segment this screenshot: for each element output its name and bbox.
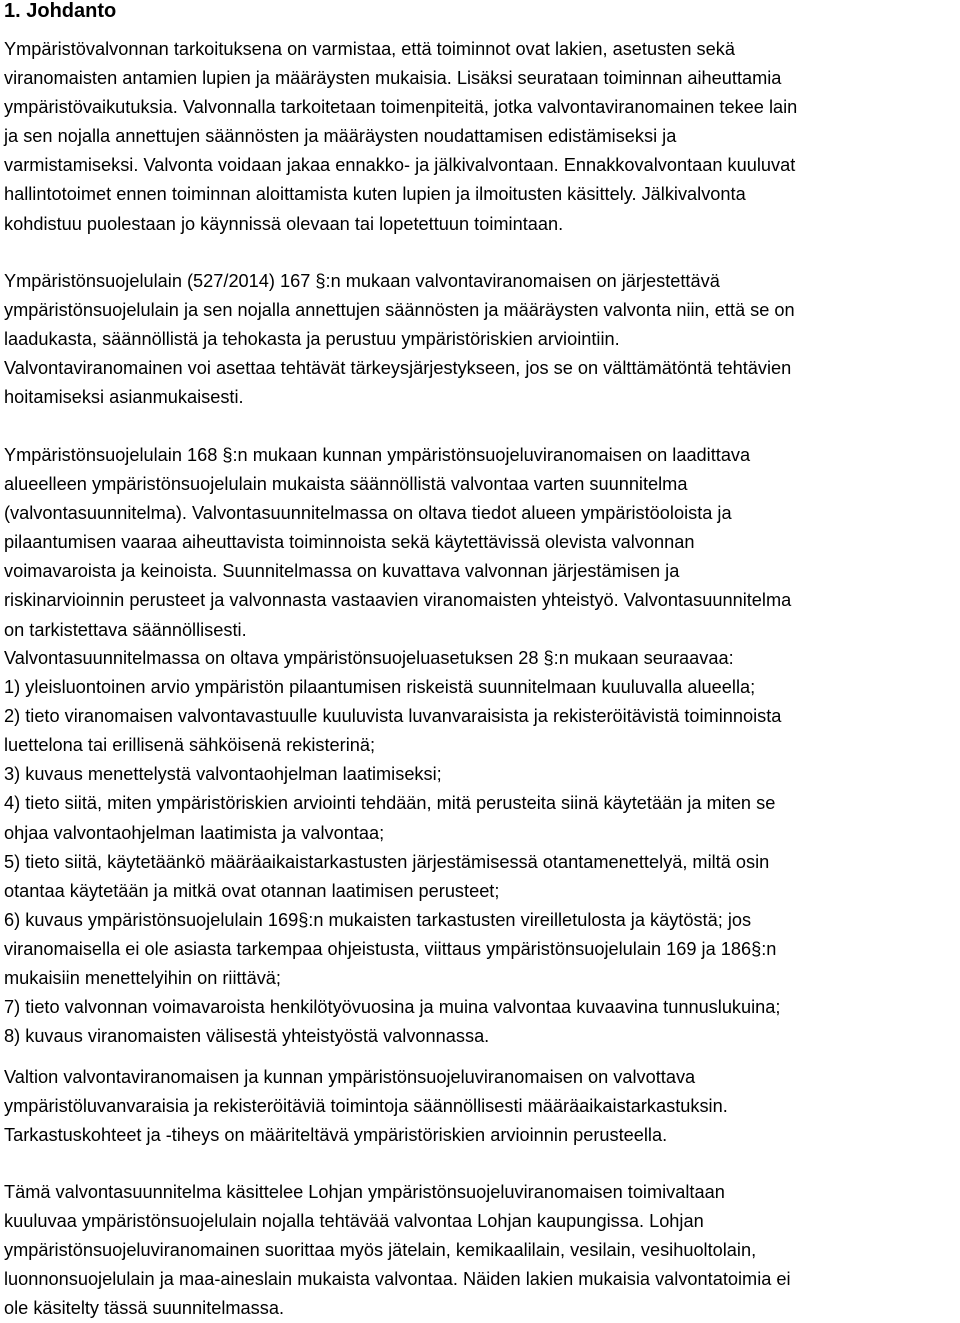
text-line: (valvontasuunnitelma). Valvontasuunnitelmassa on oltava tiedot alueen ympäristöoloista ja <box>4 503 732 524</box>
list-item: 7) tieto valvonnan voimavaroista henkilötyövuosina ja muina valvontaa kuvaavina tunnuslukuina; <box>4 997 781 1018</box>
text-line: Ympäristönsuojelulain (527/2014) 167 §:n mukaan valvontaviranomaisen on järjestettävä <box>4 271 720 291</box>
text-line: luonnonsuojelulain ja maa-aineslain mukaista valvontaa. Näiden lakien mukaisia valvontatoimia ei <box>4 1269 791 1289</box>
text-line: ympäristönsuojelulain ja sen nojalla annettujen säännösten ja määräysten valvonta niin, että se on <box>4 300 795 321</box>
text-line: Ympäristönsuojelulain 168 §:n mukaan kunnan ympäristönsuojeluviranomaisen on laadittava <box>4 445 751 465</box>
text-line: ole käsitelty tässä suunnitelmassa. <box>4 1298 285 1318</box>
paragraph-introduction <box>4 35 956 239</box>
text-line: pilaantumisen vaaraa aiheuttavista toiminnoista sekä käytettävissä olevista valvonnan <box>4 532 695 553</box>
text-line: Valvontaviranomainen voi asettaa tehtävät tärkeysjärjestykseen, jos se on välttämätöntä tehtävien <box>4 358 792 379</box>
list-item: 2) tieto viranomaisen valvontavastuulle kuuluvista luvanvaraisista ja rekisteröitävistä toiminnoista <box>4 706 782 727</box>
text-line: Valvontasuunnitelmassa on oltava ympäristönsuojeluasetuksen 28 §:n mukaan seuraavaa: <box>4 648 734 668</box>
list-item: mukaisiin menettelyihin on riittävä; <box>4 968 281 989</box>
list-item: 1) yleisluontoinen arvio ympäristön pilaantumisen riskeistä suunnitelmaan kuuluvalla alueella; <box>4 677 756 698</box>
text-line: on tarkistettava säännöllisesti. <box>4 619 247 640</box>
list-item: 3) kuvaus menettelystä valvontaohjelman laatimiseksi; <box>4 764 442 785</box>
paragraph-state-authority <box>4 1063 956 1150</box>
text-line: ympäristönsuojeluviranomainen suorittaa myös jätelain, kemikaalilain, vesilain, vesihuoltolain, <box>4 1240 757 1260</box>
list-item: 8) kuvaus viranomaisten välisestä yhteistyöstä valvonnassa. <box>4 1026 490 1047</box>
text-line: Tämä valvontasuunnitelma käsittelee Lohjan ympäristönsuojeluviranomaisen toimivaltaan <box>4 1182 725 1202</box>
list-item: ohjaa valvontaohjelman laatimista ja valvontaa; <box>4 822 385 843</box>
text-line: ympäristöluvanvaraisia ja rekisteröitäviä toimintoja säännöllisesti määräaikaistarkastuksin. <box>4 1096 728 1116</box>
list-item: 5) tieto siitä, käytetäänkö määräaikaistarkastusten järjestämisessä otantamenettelyä, miltä osin <box>4 851 770 872</box>
text-line: alueelleen ympäristönsuojelulain mukaista säännöllistä valvontaa varten suunnitelma <box>4 474 688 495</box>
section-heading: 1. Johdanto <box>4 0 117 22</box>
paragraph-plan-contents-list <box>4 644 956 1051</box>
paragraph-lohja-scope <box>4 1178 956 1323</box>
list-item: luettelona tai erillisenä sähköisenä rekisterinä; <box>4 735 376 756</box>
text-line: Tarkastuskohteet ja -tiheys on määriteltävä ympäristöriskien arvioinnin perusteella. <box>4 1125 668 1145</box>
paragraph-law-167 <box>4 267 956 412</box>
text-line: Valtion valvontaviranomaisen ja kunnan ympäristönsuojeluviranomaisen on valvottava <box>4 1067 696 1087</box>
text-line: kuuluvaa ympäristönsuojelulain nojalla tehtävää valvontaa Lohjan kaupungissa. Lohjan <box>4 1211 704 1231</box>
list-item: 4) tieto siitä, miten ympäristöriskien arviointi tehdään, mitä perusteita siinä käytetään ja miten se <box>4 793 776 814</box>
text-line: hallintotoimet ennen toiminnan aloittamista kuten lupien ja ilmoitusten käsittely. Jälkivalvonta <box>4 184 746 205</box>
list-item: 6) kuvaus ympäristönsuojelulain 169§:n mukaisten tarkastusten vireilletulosta ja käytöstä; jos <box>4 909 752 930</box>
text-line: varmistamiseksi. Valvonta voidaan jakaa ennakko- ja jälkivalvontaan. Ennakkovalvontaan kuuluvat <box>4 155 796 176</box>
text-line: kohdistuu puolestaan jo käynnissä olevaan tai lopetettuun toimintaan. <box>4 213 564 234</box>
text-line: riskinarvioinnin perusteet ja valvonnasta vastaavien viranomaisten yhteistyö. Valvontasuunnitelma <box>4 590 792 611</box>
text-line: viranomaisten antamien lupien ja määräysten mukaisia. Lisäksi seurataan toiminnan aiheuttamia <box>4 68 782 89</box>
list-item: viranomaisella ei ole asiasta tarkempaa ohjeistusta, viittaus ympäristönsuojelulain 169 ja 186§:n <box>4 938 777 959</box>
text-line: voimavaroista ja keinoista. Suunnitelmassa on kuvattava valvonnan järjestämisen ja <box>4 561 680 582</box>
text-line: ympäristövaikutuksia. Valvonnalla tarkoitetaan toimenpiteitä, jotka valvontaviranomainen tekee lain <box>4 97 798 118</box>
text-line: hoitamiseksi asianmukaisesti. <box>4 387 244 408</box>
text-line: Ympäristövalvonnan tarkoituksena on varmistaa, että toiminnot ovat lakien, asetusten sekä <box>4 39 735 59</box>
list-item: otantaa käytetään ja mitkä ovat otannan laatimisen perusteet; <box>4 880 500 901</box>
text-line: ja sen nojalla annettujen säännösten ja määräysten noudattamisen edistämiseksi ja <box>4 126 677 147</box>
paragraph-law-168 <box>4 441 956 645</box>
text-line: laadukasta, säännöllistä ja tehokasta ja perustuu ympäristöriskien arviointiin. <box>4 329 620 350</box>
